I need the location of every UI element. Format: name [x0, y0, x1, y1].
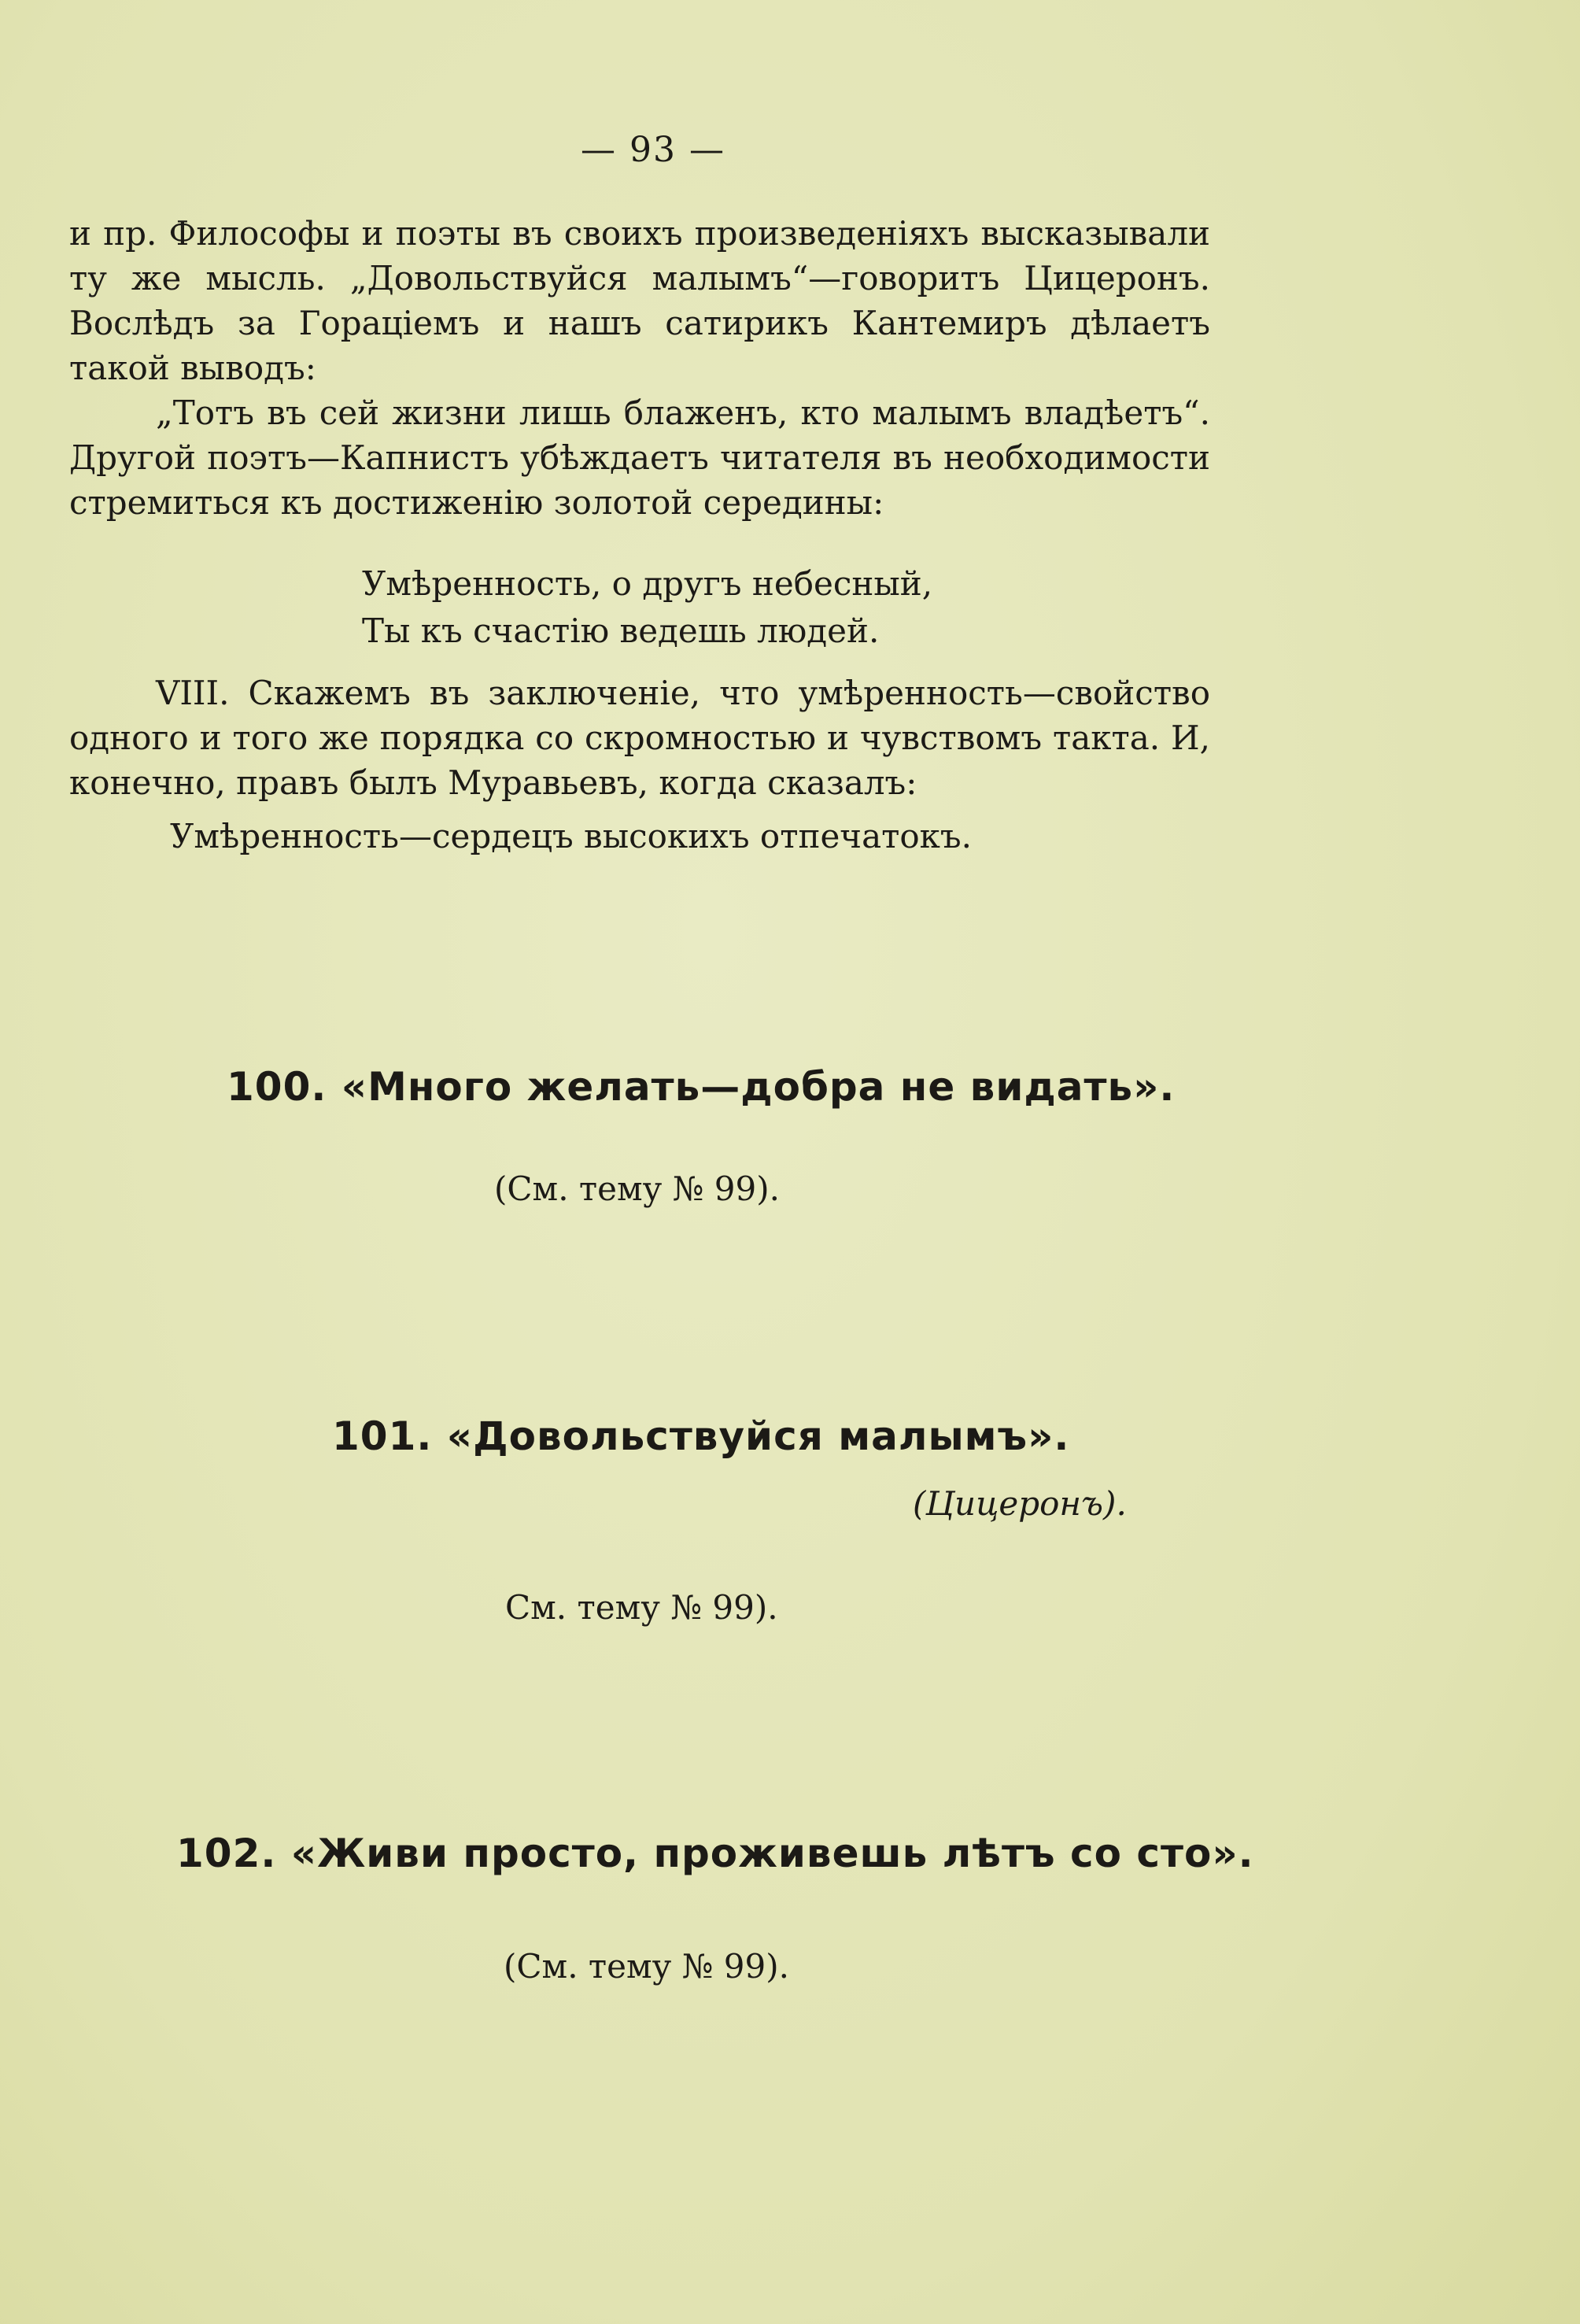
- section-heading-101: 101. «Довольствуйся малымъ».: [332, 1413, 1070, 1459]
- closing-quote: Умѣренность—сердецъ высокихъ отпечатокъ.: [170, 817, 972, 855]
- see-also-note-100: (См. тему № 99).: [494, 1169, 780, 1208]
- see-also-note-101: См. тему № 99).: [505, 1588, 778, 1627]
- section-heading-102: 102. «Живи просто, проживешь лѣтъ со сто».: [176, 1831, 1254, 1876]
- body-text-block: [69, 211, 1210, 525]
- paragraph-1: и пр. Философы и поэты въ своихъ произведеніяхъ высказывали ту же мысль. „Довольствуйся малымъ“—говоритъ Цицеронъ. Вослѣдъ за Гораціемъ и нашъ сатирикъ Кантемиръ дѣлаетъ такой выводъ:: [69, 214, 1210, 387]
- page-number: — 93 —: [581, 130, 725, 170]
- paragraph-3: VIII. Скажемъ въ заключеніе, что умѣренность—свойство одного и того же порядка со скромностью и чувствомъ такта. И, конечно, правъ былъ Муравьевъ, когда сказалъ:: [69, 674, 1210, 802]
- see-also-note-102: (См. тему № 99).: [504, 1947, 789, 1986]
- verse-line: Умѣренность, о другъ небесный,: [362, 564, 933, 603]
- paragraph-2: „Тотъ въ сей жизни лишь блаженъ, кто малымъ владѣетъ“. Другой поэтъ—Капнистъ убѣждаетъ читателя въ необходимости стремиться къ достиженію золотой середины:: [69, 393, 1210, 522]
- quote-author: (Цицеронъ).: [913, 1484, 1127, 1523]
- section-heading-100: 100. «Много желать—добра не видать».: [227, 1064, 1176, 1110]
- verse-line: Ты къ счастію ведешь людей.: [362, 611, 880, 650]
- verse-quote: [362, 560, 932, 655]
- body-text-block: [69, 671, 1210, 805]
